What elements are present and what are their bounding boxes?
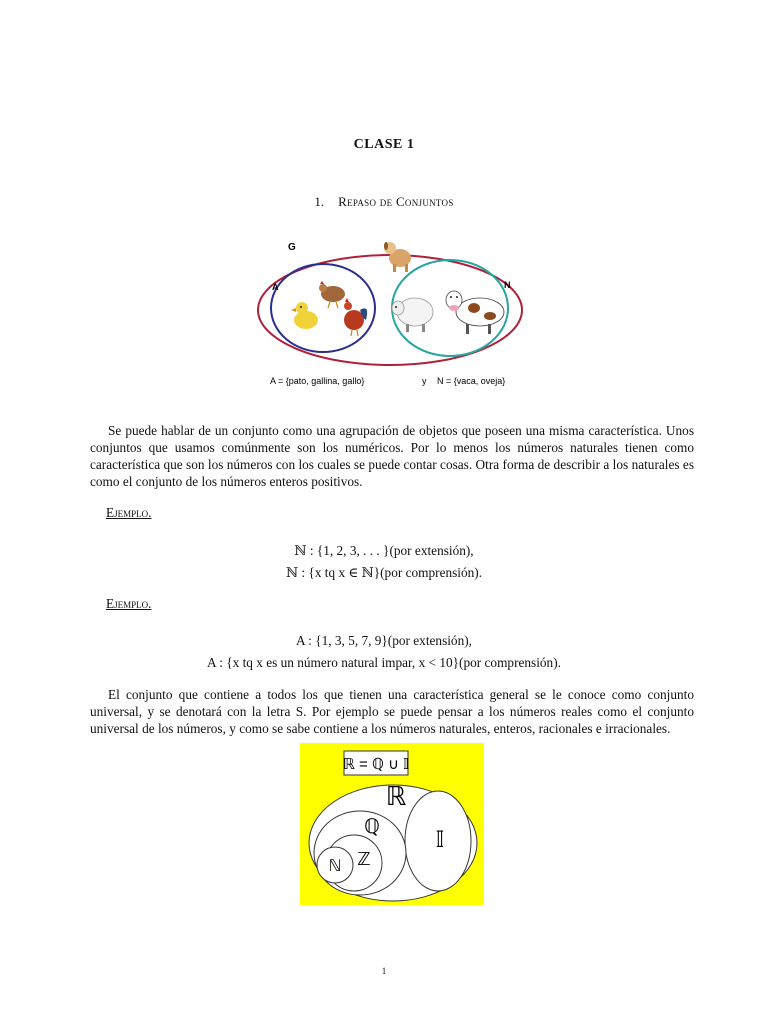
section-number: 1. bbox=[314, 194, 325, 209]
number-sets-diagram bbox=[300, 743, 484, 905]
page-number: 1 bbox=[381, 966, 387, 976]
paragraph-intro-text: Se puede hablar de un conjunto como una agrupación de objetos que poseen una misma característica. Unos conjuntos que usamos comúnmente son los numéricos. Por lo menos los números naturales tienen como característica que son los números con los cuales se puede contar cosas. Otra forma de describir a los naturales es como el conjunto de los números enteros positivos. bbox=[90, 423, 694, 489]
set-a-circle bbox=[271, 264, 375, 352]
sheep-icon bbox=[392, 298, 433, 332]
label-rationals: ℚ bbox=[364, 816, 380, 838]
ejemplo-1-line-1: ℕ : {1, 2, 3, . . . }(por extensión), bbox=[294, 543, 474, 558]
paragraph-universal bbox=[90, 686, 694, 737]
label-n: N bbox=[504, 280, 511, 290]
paragraph-intro bbox=[90, 422, 694, 490]
caption-y: y bbox=[422, 376, 427, 386]
hen-icon bbox=[319, 281, 345, 308]
ejemplo-2-line-2: A : {x tq x es un número natural impar, x < 10}(por comprensión). bbox=[207, 655, 561, 670]
label-integers: ℤ bbox=[357, 849, 371, 869]
ejemplo-1-line-2: ℕ : {x tq x ∈ ℕ}(por comprensión). bbox=[285, 565, 483, 580]
duck-icon bbox=[291, 302, 318, 329]
section-heading bbox=[0, 194, 768, 210]
ejemplo-1-label: Ejemplo. bbox=[106, 505, 152, 520]
dog-icon bbox=[384, 242, 411, 272]
caption-set-n: N = {vaca, oveja} bbox=[437, 376, 506, 386]
section-title: Repaso de Conjuntos bbox=[338, 194, 454, 209]
caption-set-a: A = {pato, gallina, gallo} bbox=[270, 376, 365, 386]
cow-icon bbox=[446, 291, 504, 334]
label-irrationals: 𝕀 bbox=[435, 827, 445, 852]
ejemplo-2-label: Ejemplo. bbox=[106, 596, 152, 611]
venn-diagram-animals bbox=[230, 228, 550, 393]
label-naturals: ℕ bbox=[328, 858, 342, 875]
rooster-icon bbox=[344, 298, 367, 336]
paragraph-universal-text: El conjunto que contiene a todos los que tienen una característica general se le conoce como conjunto universal, y se denotará con la letra S. Por ejemplo se puede pensar a los números reales como el conjunto universal de los números, y como se sabe contiene a los números naturales, enteros, racionales e irracionales. bbox=[90, 687, 694, 736]
formula-text: ℝ = ℚ ∪ 𝕀 bbox=[343, 756, 409, 773]
label-g: G bbox=[288, 242, 296, 253]
page-title: CLASE 1 bbox=[353, 137, 415, 152]
label-reals: ℝ bbox=[385, 781, 407, 811]
label-a: A bbox=[272, 282, 279, 292]
ejemplo-2-line-1: A : {1, 3, 5, 7, 9}(por extensión), bbox=[295, 633, 472, 648]
